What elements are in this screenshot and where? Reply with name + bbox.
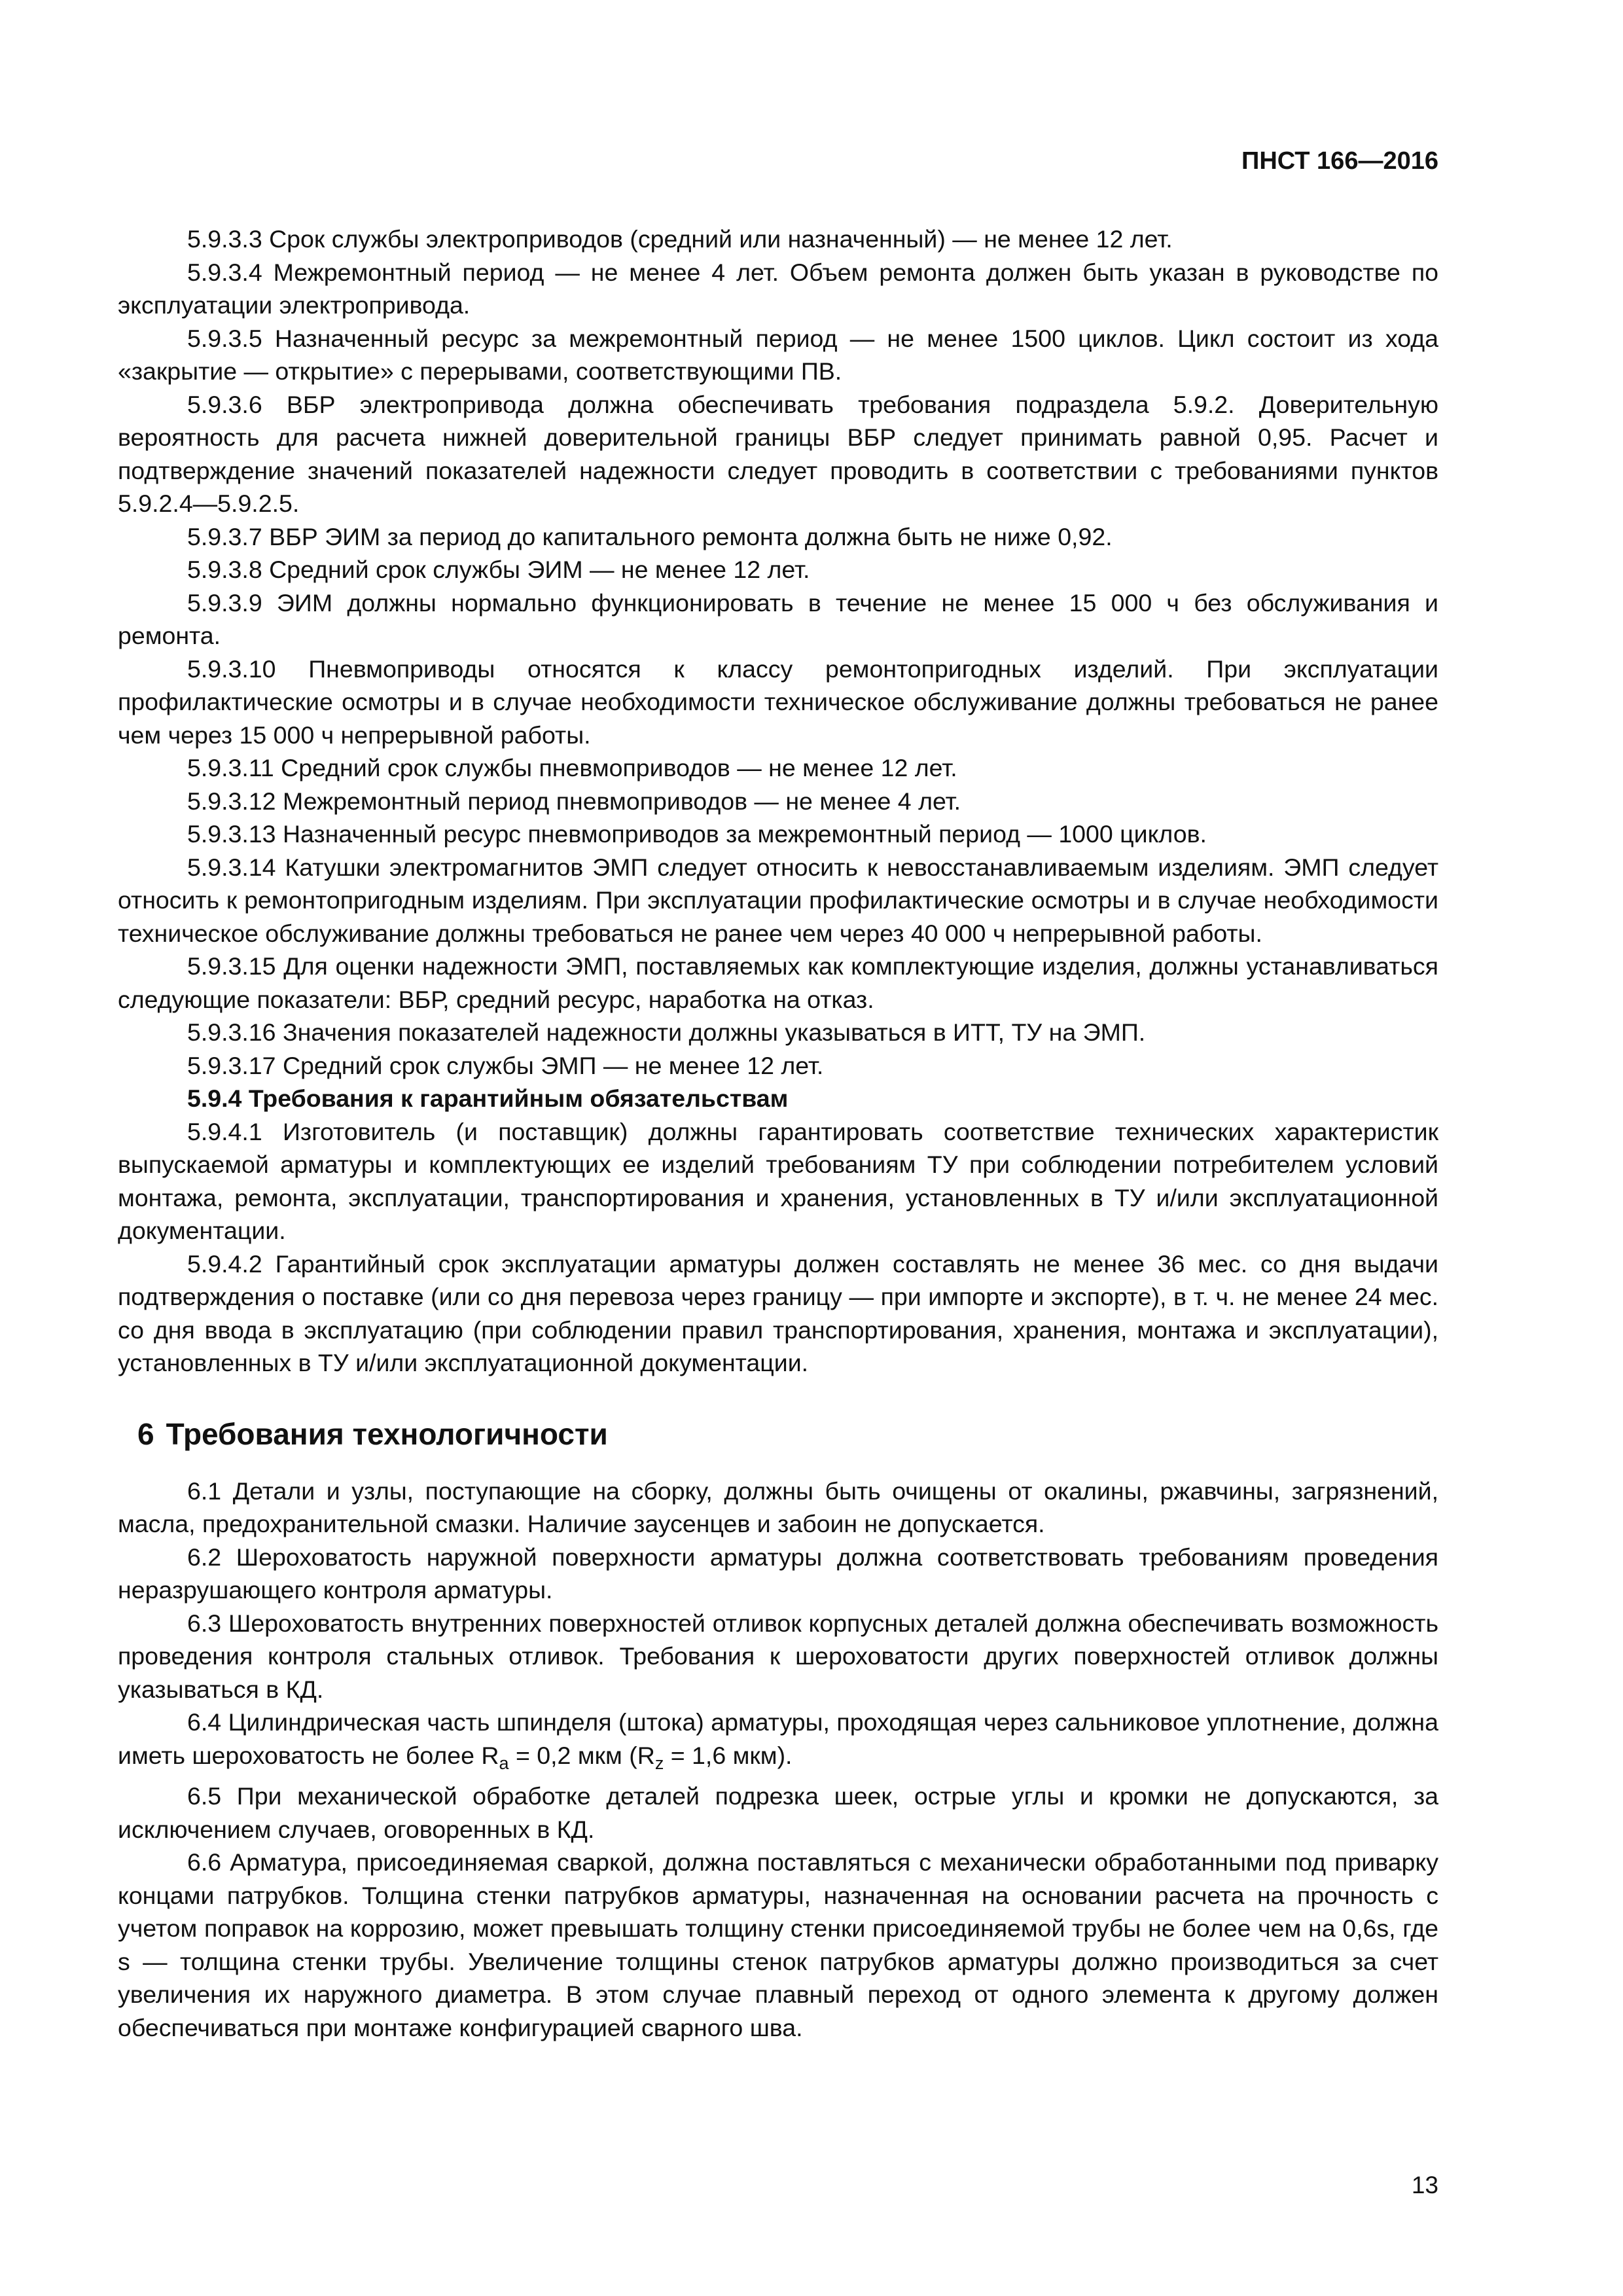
paragraph-6-2: 6.2 Шероховатость наружной поверхности арматуры должна соответствовать требованиям проведения неразрушающего контроля арматуры. xyxy=(118,1543,1438,1604)
ra-value: = 0,2 мкм ( xyxy=(508,1741,637,1769)
paragraph-6-1: 6.1 Детали и узлы, поступающие на сборку, должны быть очищены от окалины, ржавчины, загрязнений, масла, предохранительной смазки. Наличие заусенцев и забоин не допускается. xyxy=(118,1477,1438,1537)
paragraph-5-9-3-4: 5.9.3.4 Межремонтный период — не менее 4 лет. Объем ремонта должен быть указан в руководстве по эксплуатации электропривода. xyxy=(118,258,1438,319)
paragraph-6-5: 6.5 При механической обработке деталей подрезка шеек, острые углы и кромки не допускаются, за исключением случаев, оговоренных в КД. xyxy=(118,1782,1438,1843)
paragraph-5-9-3-11: 5.9.3.11 Средний срок службы пневмоприводов — не менее 12 лет. xyxy=(187,754,957,781)
page-content xyxy=(118,223,1438,2044)
ra-subscript: a xyxy=(499,1753,509,1773)
rz-symbol: R xyxy=(637,1741,655,1769)
paragraph-6-6: 6.6 Арматура, присоединяемая сваркой, должна поставляться с механически обработанными под приварку концами патрубков. Толщина стенки патрубков арматуры, назначенная на основании расчета на прочность с учетом поправок на коррозию, может превышать толщину стенки присоединяемой трубы не более чем на 0,6s, где s — толщина стенки трубы. Увеличение толщины стенок патрубков арматуры должно производиться за счет увеличения их наружного диаметра. В этом случае плавный переход от одного элемента к другому должен обеспечиваться при монтаже конфигурацией сварного шва. xyxy=(118,1848,1438,2041)
subsection-title-5-9-4: 5.9.4 Требования к гарантийным обязательствам xyxy=(187,1085,789,1112)
paragraph-5-9-3-9: 5.9.3.9 ЭИМ должны нормально функционировать в течение не менее 15 000 ч без обслуживания и ремонта. xyxy=(118,588,1438,649)
section-number: 6 xyxy=(137,1416,154,1451)
rz-value: = 1,6 мкм). xyxy=(664,1741,793,1769)
paragraph-6-3: 6.3 Шероховатость внутренних поверхностей отливок корпусных деталей должна обеспечивать возможность проведения контроля стальных отливок. Требования к шероховатости других поверхностей отливок должны указываться в КД. xyxy=(118,1609,1438,1703)
paragraph-5-9-3-14: 5.9.3.14 Катушки электромагнитов ЭМП следует относить к невосстанавливаемым изделиям. ЭМП следует относить к ремонтопригодным изделиям. При эксплуатации профилактические осмотры и в случае необходимости техническое обслуживание должны требоваться не ранее чем через 40 000 ч непрерывной работы. xyxy=(118,853,1438,947)
paragraph-5-9-3-6: 5.9.3.6 ВБР электропривода должна обеспечивать требования подраздела 5.9.2. Доверительную вероятность для расчета нижней доверительной границы ВБР следует принимать равной 0,95. Расчет и подтверждение значений показателей надежности следует проводить в соответствии с требованиями пунктов 5.9.2.4—5.9.2.5. xyxy=(118,390,1438,517)
ra-symbol: R xyxy=(481,1741,499,1769)
paragraph-5-9-3-16: 5.9.3.16 Значения показателей надежности должны указываться в ИТТ, ТУ на ЭМП. xyxy=(187,1018,1146,1046)
paragraph-5-9-3-5: 5.9.3.5 Назначенный ресурс за межремонтный период — не менее 1500 циклов. Цикл состоит из хода «закрытие — открытие» с перерывами, соответствующими ПВ. xyxy=(118,324,1438,385)
paragraph-5-9-3-12: 5.9.3.12 Межремонтный период пневмоприводов — не менее 4 лет. xyxy=(187,787,961,815)
paragraph-5-9-4-2: 5.9.4.2 Гарантийный срок эксплуатации арматуры должен составлять не менее 36 мес. со дня выдачи подтверждения о поставке (или со дня перевоза через границу — при импорте и экспорте), в т. ч. не менее 24 мес. со дня ввода в эксплуатацию (при соблюдении правил транспортирования, хранения, монтажа и эксплуатации), установленных в ТУ и/или эксплуатационной документации. xyxy=(118,1249,1438,1376)
paragraph-5-9-3-7: 5.9.3.7 ВБР ЭИМ за период до капитального ремонта должна быть не ниже 0,92. xyxy=(187,522,1113,550)
section-title: Требования технологичности xyxy=(166,1416,608,1451)
paragraph-5-9-3-3: 5.9.3.3 Срок службы электроприводов (средний или назначенный) — не менее 12 лет. xyxy=(187,225,1173,253)
paragraph-5-9-3-17: 5.9.3.17 Средний срок службы ЭМП — не менее 12 лет. xyxy=(187,1051,824,1079)
document-code: ПНСТ 166—2016 xyxy=(1241,147,1438,175)
paragraph-5-9-4-1: 5.9.4.1 Изготовитель (и поставщик) должны гарантировать соответствие технических характеристик выпускаемой арматуры и комплектующих ее изделий требованиям ТУ при соблюдении потребителем условий монтажа, ремонта, эксплуатации, транспортирования и хранения, установленных в ТУ и/или эксплуатационной документации. xyxy=(118,1117,1438,1244)
paragraph-5-9-3-13: 5.9.3.13 Назначенный ресурс пневмоприводов за межремонтный период — 1000 циклов. xyxy=(187,820,1207,848)
paragraph-5-9-3-8: 5.9.3.8 Средний срок службы ЭИМ — не менее 12 лет. xyxy=(187,556,810,583)
page-number: 13 xyxy=(1411,2172,1438,2198)
paragraph-5-9-3-15: 5.9.3.15 Для оценки надежности ЭМП, поставляемых как комплектующие изделия, должны устанавливаться следующие показатели: ВБР, средний ресурс, наработка на отказ. xyxy=(118,952,1438,1013)
paragraph-6-4-text: 6.4 Цилиндрическая часть шпинделя (штока) арматуры, проходящая через сальниковое уплотнение, должна иметь шероховатость не более xyxy=(118,1708,1438,1769)
paragraph-5-9-3-10: 5.9.3.10 Пневмоприводы относятся к классу ремонтопригодных изделий. При эксплуатации профилактические осмотры и в случае необходимости техническое обслуживание должны требоваться не ранее чем через 15 000 ч непрерывной работы. xyxy=(118,655,1438,749)
section-heading-6 xyxy=(137,1414,1438,1454)
rz-subscript: z xyxy=(654,1753,664,1773)
paragraph-6-4 xyxy=(118,1706,1438,1780)
